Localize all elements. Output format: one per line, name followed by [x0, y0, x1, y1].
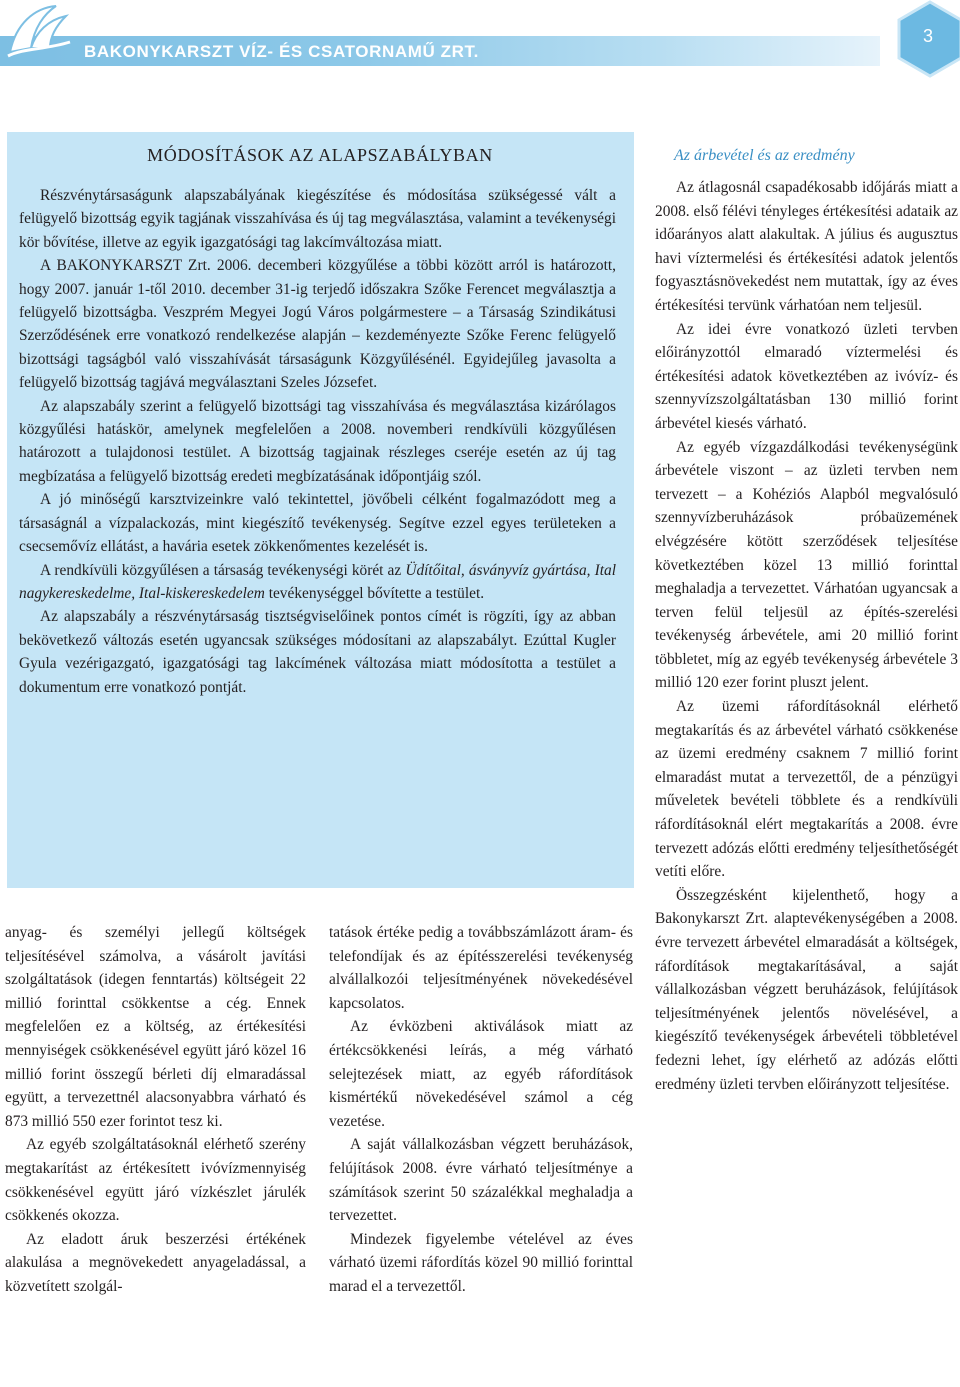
- company-name: BAKONYKARSZT VÍZ- ÉS CSATORNAMŰ ZRT.: [84, 42, 479, 61]
- column-paragraph: Az idei évre vonatkozó üzleti tervben előirányzottól elmaradó víztermelési és értékesítési adatok következtében az ivóvíz- és szennyvízszolgáltatásban 130 millió forint árbevétel kiesés várható.: [655, 320, 958, 432]
- activity-intro: A rendkívüli közgyűlésen a társaság tevékenységi körét az: [40, 561, 402, 579]
- text-column-2: [329, 921, 633, 1299]
- article-title: MÓDOSÍTÁSOK AZ ALAPSZABÁLYBAN: [147, 145, 493, 165]
- article-paragraph-activities: [19, 559, 616, 606]
- column-paragraph: A saját vállalkozásban végzett beruházások, felújítások 2008. évre várható teljesítménye a számítások szerint 50 százalékkal meghaladja a tervezettet.: [329, 1136, 633, 1225]
- column-paragraph: tatások értéke pedig a továbbszámlázott áram- és telefondíjak és az építésszerelési tevékenység alvállalkozói teljesítményének növekedésével kapcsolatos.: [329, 924, 633, 1012]
- column-paragraph: Az egyéb vízgazdálkodási tevékenységünk árbevétele viszont – az üzleti tervben nem tervezett – a Kohéziós Alapból megvalósuló szennyvízberuházások próbaüzemének elvégzésére kötött szerződések teljesítése következtében közel 13 millió forinttal meghaladja a tervezettet. Várhatóan ugyancsak a terven felül teljesül az építés-szerelési tevékenység árbevétele, ami 20 millió forint többletet, míg az egyéb tevékenység árbevétele 3 millió 120 ezer forint pluszt jelent.: [655, 438, 958, 692]
- column-paragraph: Az egyéb szolgáltatásoknál elérhető szerény megtakarítást az értékesített ivóvízmennyiség csökkenésével együtt járó vízkészlet járulék csökkenés okozza.: [5, 1136, 306, 1225]
- page-header: [0, 0, 960, 70]
- activity-outro: tevékenységgel bővítette a testület.: [268, 584, 485, 602]
- column-paragraph: Az eladott áruk beszerzési értékének alakulása a megnövekedett anyageladással, a közvetített szolgál-: [5, 1230, 306, 1295]
- column-paragraph: Az évközbeni aktiválások miatt az értékcsökkenési leírás, a még várható selejtezések miatt, az egyéb ráfordítások kismértékű növekedésével számol a cég vezetése.: [329, 1018, 633, 1130]
- column-paragraph: anyag- és személyi jellegű költségek teljesítésével számolva, a vásárolt javítási szolgáltatások (idegen fenntartás) költségeit 22 millió forinttal csökkentse a cég. Ennek megfelelően ez a költség, az értékesítési mennyiségek csökkenésével együtt járó közel 16 millió forint összegű bérleti díj elmaradással együtt, a tervezettnél alacsonyabbra várható és 873 millió 550 ezer forintot tesz ki.: [5, 924, 306, 1130]
- article-paragraph: A jó minőségű karsztvizeinkre való tekintettel, jövőbeli célként fogalmazódott meg a társaságnál a vízpalackozás, mint kiegészítő tevékenység. Segítve ezzel egyes területeken a csecsemővíz ellátást, a havária esetek zökkenőmentes kezelését is.: [19, 491, 616, 556]
- text-column-3: [655, 176, 958, 1096]
- article-paragraph: Az alapszabály szerint a felügyelő bizottsági tag visszahívása és megválasztása kizárólagos közgyűlési hatáskör, amelynek megfelelően a 2008. novemberi rendkívüli közgyűlésen határozott a tulajdonosi testület. A bizottság tagjainak részleges cseréje esetén az új tag megbízatása a felügyelő bizottság eredeti megbízatásának időpontjáig szól.: [19, 397, 616, 485]
- article-paragraph: A BAKONYKARSZT Zrt. 2006. decemberi közgyűlése a többi között arról is határozott, hogy 2007. január 1-től 2010. december 31-ig terjedő időszakra Szőke Ferencet megválasztja a felügyelő bizottságba. Veszprém Megyei Jogú Város polgármestere – a Társaság Szindikátusi Szerződésének erre vonatkozó rendelkezése alapján – kezdeményezte Szőke Ferenc felügyelő bizottsági tagságból való visszahívását társaságunk Közgyűlésénél. Egyidejűleg javasolta a felügyelő bizottság tagjává megválasztani Szeles Józsefet.: [19, 257, 616, 392]
- column-paragraph: Összegzésként kijelenthető, hogy a Bakonykarszt Zrt. alaptevékenységében a 2008. évre tervezett árbevétel elmaradását a költségek, ráfordítások megtakarításával, a saját vállalkozásban végzett beruházások, felújítások teljesítményének jelentős növelésével, a kiegészítő tevékenységek árbevételi többletével fedezni lehet, így elérhető az adózás előtti eredmény üzleti tervben előirányzott teljesítése.: [655, 886, 958, 1093]
- column-paragraph: Az átlagosnál csapadékosabb időjárás miatt a 2008. első félévi tényleges értékesítési adataik az időarányos alatt alakultak. A július és augusztus havi víztermelési és értékesítési adatok jelentős fogyasztásnövekedést nem mutattak, így az éves értékesítési tervünk várhatóan nem teljesül.: [655, 179, 958, 314]
- column-paragraph: Az üzemi ráfordításoknál elérhető megtakarítás és az árbevétel várható csökkenése az üzemi eredmény csaknem 7 millió forint elmaradást mutat a tervezettől, de a pénzügyi műveletek bevételi többlete és a rendkívüli ráfordításoknál elért megtakarítás a 2008. évre tervezett adózás előtti eredmény teljesíthetőségét vetíti előre.: [655, 698, 958, 881]
- page-number: 3: [922, 26, 933, 46]
- activity-items: Üdítőital, ásványvíz gyártása, Ital nagykereskedelme, Ital-kiskereskedelem: [19, 561, 616, 602]
- article-paragraph: Részvénytársaságunk alapszabályának kiegészítése és módosítása szükségessé vált a felügyelő bizottság egyik tagjának visszahívása és új tag megválasztása, valamint a tevékenységi kör bővítése, illetve az egyik igazgatósági tag lakcímváltozása miatt.: [19, 187, 616, 251]
- section-heading: Az árbevétel és az eredmény: [674, 147, 855, 164]
- article-body: [19, 184, 616, 699]
- text-column-1: [5, 921, 306, 1299]
- column-paragraph: Mindezek figyelembe vételével az éves várható üzemi ráfordítás közel 90 millió forinttal marad el a tervezettől.: [329, 1230, 633, 1295]
- article-paragraph: Az alapszabály a részvénytársaság tisztségviselőinek pontos címét is rögzíti, így az abban bekövetkező változás esetén ugyancsak szükséges módosítani az alapszabályt. Ezúttal Kugler Gyula vezérigazgató, igazgatósági tag lakcímének változása miatt módosította a testület a dokumentum erre vonatkozó pontját.: [19, 608, 616, 696]
- wave-logo-icon: [4, 2, 74, 64]
